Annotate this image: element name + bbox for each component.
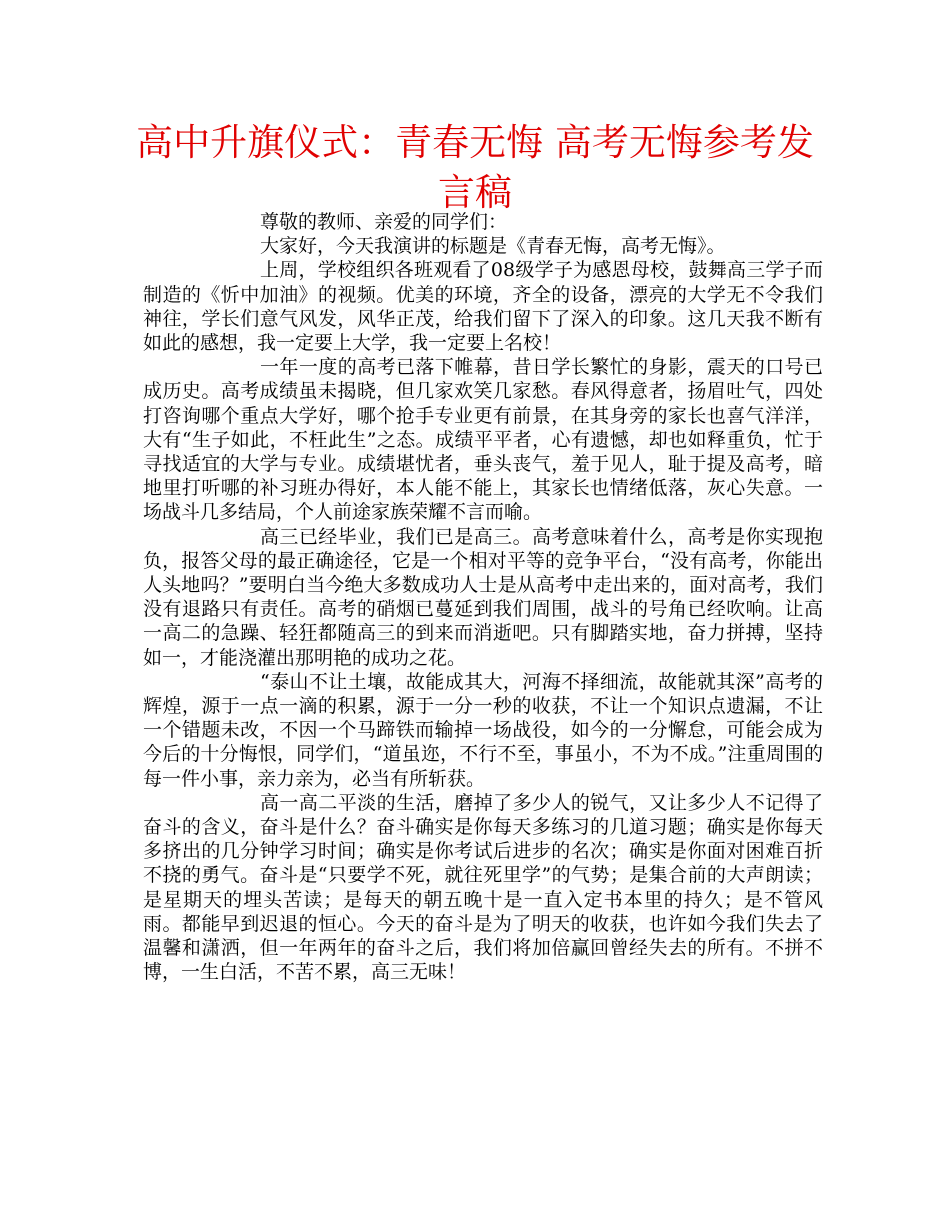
salutation-paragraph: 尊敬的教师、亲爱的同学们： — [260, 211, 508, 233]
document-body — [143, 210, 823, 985]
body-paragraph: “泰山不让土壤，故能成其大，河海不择细流，故能就其深”高考的辉煌，源于一点一滴的积累，源于一分一秒的收获，不让一个知识点遗漏，不让一个错题未改，不因一个马蹄铁而输掉一场战役，如今的一分懈怠，可能会成为今后的十分悔恨，同学们，“道虽迩，不行不至，事虽小，不为不成。”注重周围的每一件小事，亲力亲为，必当有所斩获。 — [143, 670, 823, 790]
body-paragraph: 高三已经毕业，我们已是高三。高考意味着什么，高考是你实现抱负，报答父母的最正确途径，它是一个相对平等的竞争平台，“没有高考，你能出人头地吗？”要明白当今绝大多数成功人士是从高考中走出来的，面对高考，我们没有退路只有责任。高考的硝烟已蔓延到我们周围，战斗的号角已经吹响。让高一高二的急躁、轻狂都随高三的到来而消逝吧。只有脚踏实地，奋力拼搏，坚持如一，才能浇灌出那明艳的成功之花。 — [143, 525, 823, 669]
body-paragraph: 一年一度的高考已落下帷幕，昔日学长繁忙的身影，震天的口号已成历史。高考成绩虽未揭晓，但几家欢笑几家愁。春风得意者，扬眉吐气，四处打咨询哪个重点大学好，哪个抢手专业更有前景，在其身旁的家长也喜气洋洋，大有“生子如此，不枉此生”之态。成绩平平者，心有遗憾，却也如释重负，忙于寻找适宜的大学与专业。成绩堪忧者，垂头丧气，羞于见人，耻于提及高考，暗地里打听哪的补习班办得好，本人能不能上，其家长也情绪低落，灰心失意。一场战斗几多结局，个人前途家族荣耀不言而喻。 — [143, 356, 823, 524]
greeting-paragraph: 大家好，今天我演讲的标题是《青春无悔，高考无悔》。 — [260, 235, 726, 258]
document-title: 高中升旗仪式：青春无悔 高考无悔参考发言稿 — [136, 121, 814, 214]
body-paragraph: 高一高二平淡的生活，磨掉了多少人的锐气，又让多少人不记得了奋斗的含义，奋斗是什么？奋斗确实是你每天多练习的几道习题；确实是你每天多挤出的几分钟学习时间；确实是你考试后进步的名次；确实是你面对困难百折不挠的勇气。奋斗是“只要学不死，就往死里学”的气势；是集合前的大声朗读；是星期天的埋头苦读；是每天的朝五晚十是一直入定书本里的持久；是不管风雨。都能早到迟退的恒心。今天的奋斗是为了明天的收获，也许如今我们失去了温馨和潇洒，但一年两年的奋斗之后，我们将加倍赢回曾经失去的所有。不拼不博，一生白活，不苦不累，高三无味！ — [143, 791, 823, 984]
body-paragraph: 上周，学校组织各班观看了08级学子为感恩母校，鼓舞高三学子而制造的《忻中加油》的视频。优美的环境，齐全的设备，漂亮的大学无不令我们神往，学长们意气风发，风华正茂，给我们留下了深入的印象。这几天我不断有如此的感想，我一定要上大学，我一定要上名校！ — [143, 259, 823, 355]
